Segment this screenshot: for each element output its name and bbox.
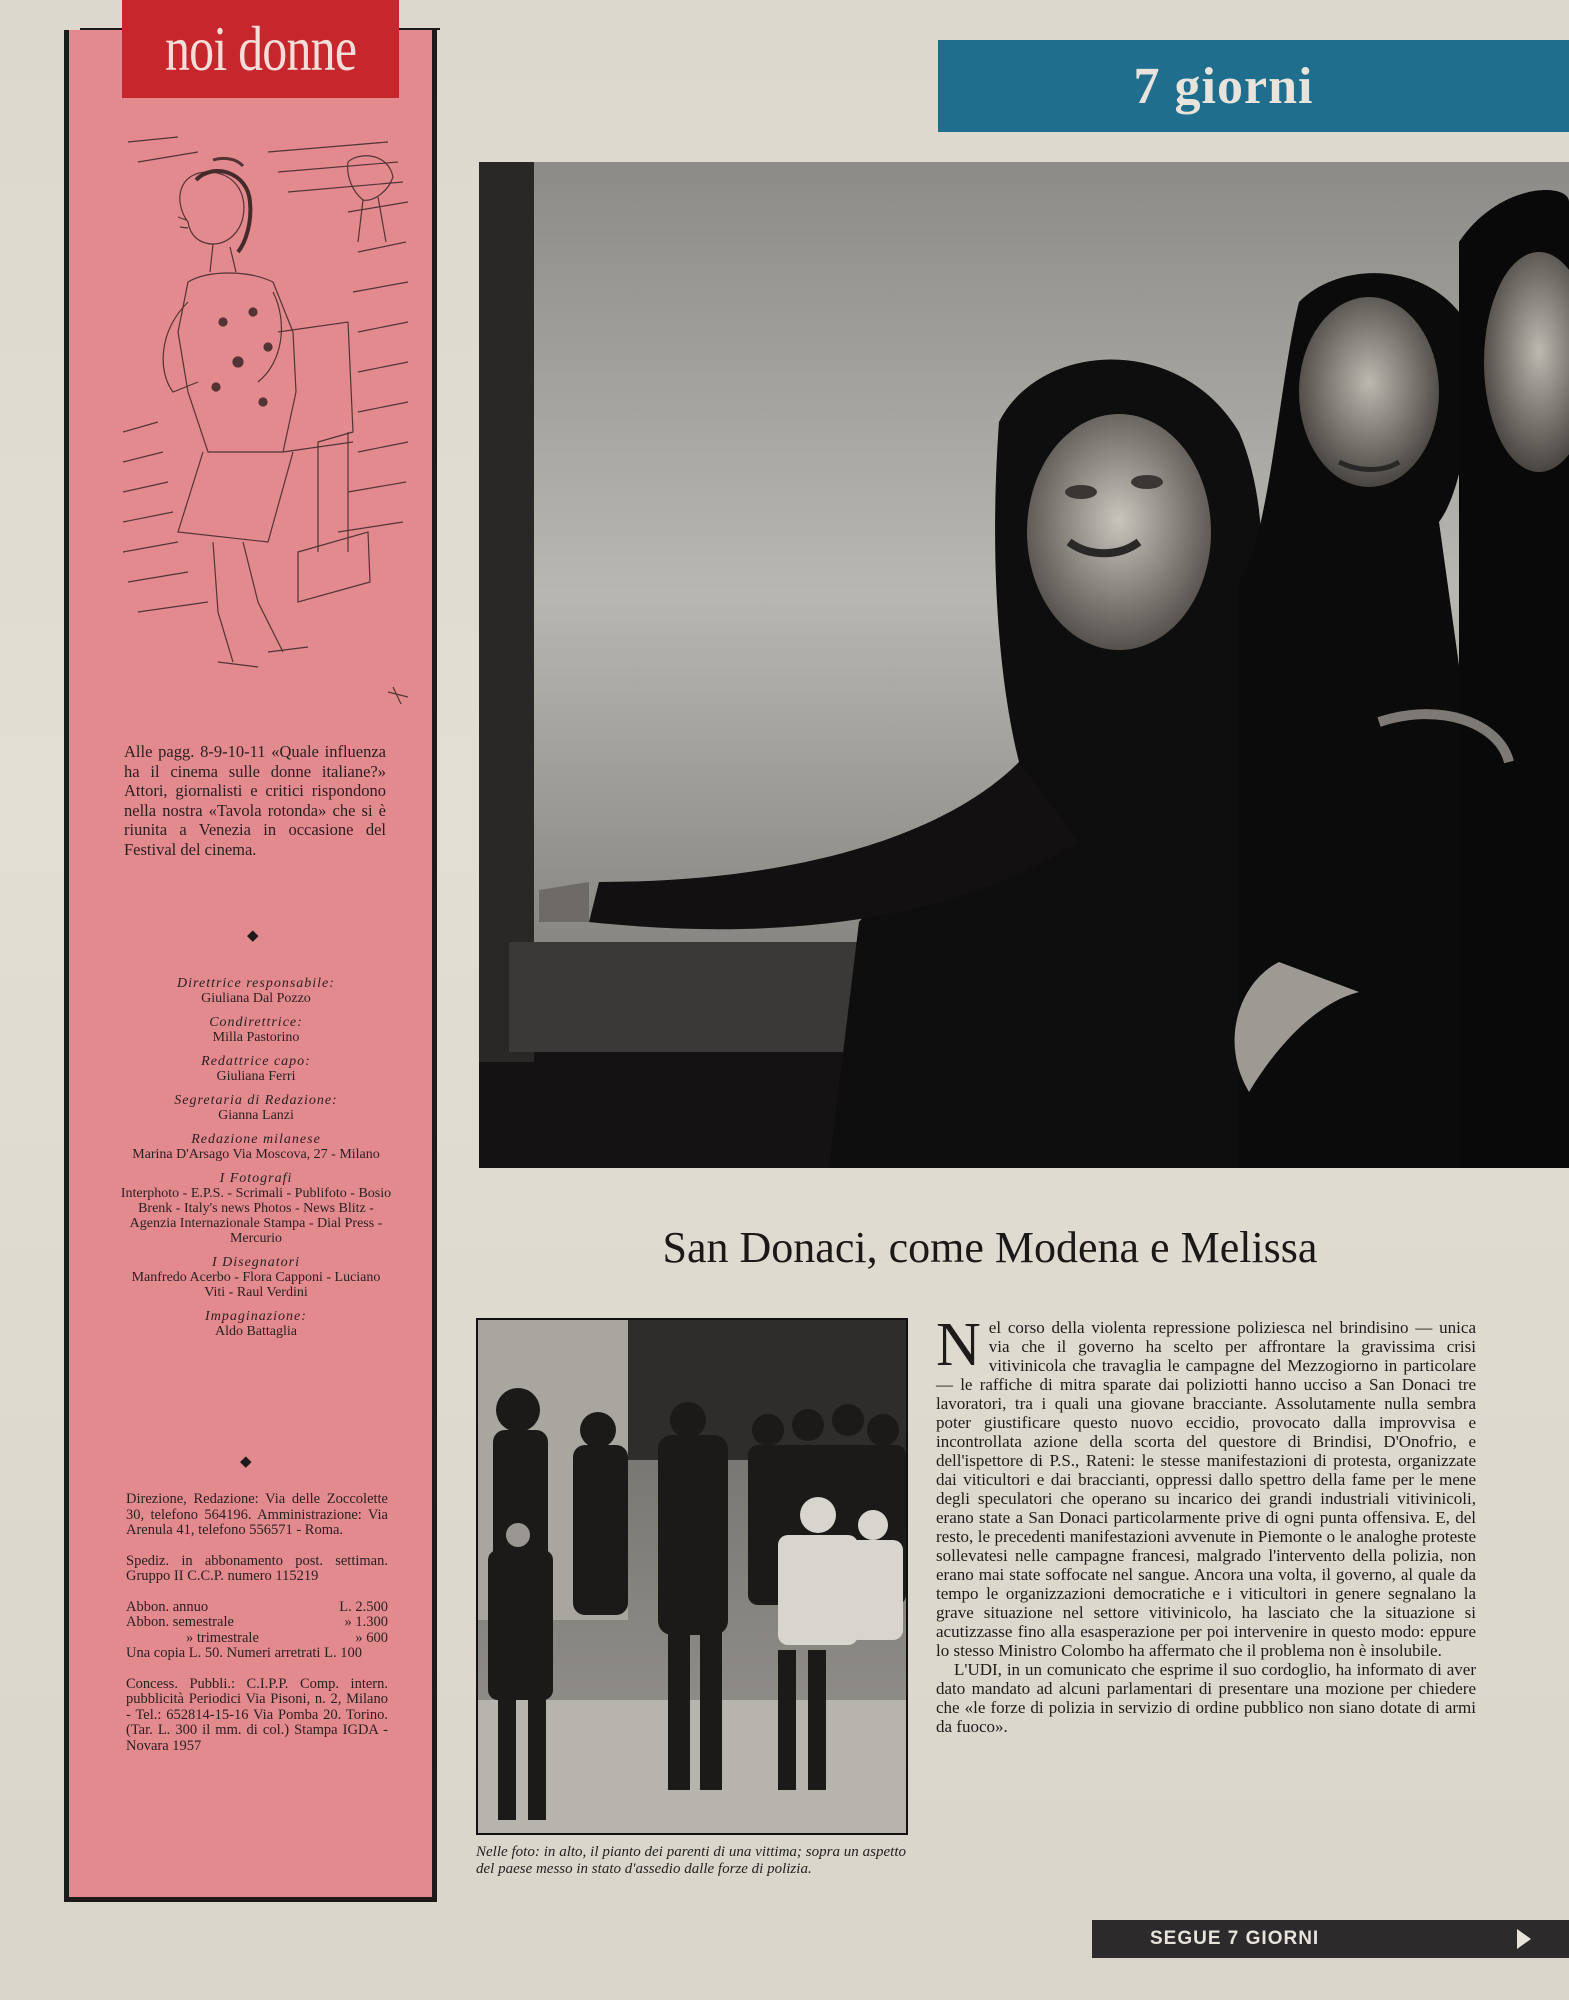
credit-role: I Disegnatori <box>211 1255 301 1270</box>
masthead-logo <box>122 0 399 98</box>
section-title: 7 giorni <box>1133 57 1314 115</box>
credit-block <box>120 1015 392 1045</box>
secondary-photo-police <box>476 1318 908 1835</box>
credit-names: Giuliana Dal Pozzo <box>201 991 311 1006</box>
article-body <box>936 1311 1476 1736</box>
price-label: Abbon. annuo <box>126 1598 209 1615</box>
section-banner <box>938 40 1569 132</box>
credit-names: Interphoto - E.P.S. - Scrimali - Publifoto - Bosio Brenk - Italy's news Photos - News Blitz - Agenzia Internazionale Stampa - Dial Press - Mercurio <box>120 1186 392 1246</box>
credit-block <box>120 1132 392 1162</box>
price-list <box>126 1600 388 1662</box>
credit-names: Manfredo Acerbo - Flora Capponi - Luciano Viti - Raul Verdini <box>131 1270 381 1300</box>
paragraph-text: el corso della violenta repressione poliziesca nel brindisino — unica via che il governo ha scelto per affrontare la gravissima crisi vitivinicola che travaglia le campagne del Mezzogiorno in particolare — le raffiche di mitra sparate dai poliziotti hanno ucciso a San Donaci tre lavoratori, tra i quali una giovane bracciante. Assolutamente nulla sembra poter giustificare questo nuovo eccidio, provocato dalla improvvisa e incontrollata azione della scorta del questore di Brindisi, D'Onofrio, e dell'ispettore di P.S., Rateni: le stesse manifestazioni di protesta, organizzate dai viticultori e dai braccianti, oppressi dallo spettro della fame per le mene degli speculatori che operano su incarico dei grandi industriali vitivinicoli, erano state a San Donaci particolarmente prive di ogni punta offensiva. E, del resto, le precedenti manifestazioni avvenute in Piemonte o le analoghe proteste sollevatesi nelle campagne francesi, malgrado l'intervento della polizia, non erano mai state soffocate nel sangue. Ancora una volta, il governo, al quale da tempo le organizzazioni democratiche e i viticultori in genere segnalano la grave situazione nel settore vitivinicolo, ha lasciato che la situazione si acutizzasse fino alla esasperazione per poi intervenire in questo modo: eppure lo stesso Ministro Colombo ha affermato che il problema non è insolubile. <box>936 1318 1476 1660</box>
price-label: » trimestrale <box>186 1629 259 1646</box>
credit-names: Aldo Battaglia <box>214 1324 298 1339</box>
credit-role: Direttrice responsabile: <box>177 976 335 991</box>
masthead-title: noi donne <box>164 13 357 84</box>
credit-block <box>120 1093 392 1123</box>
advertising-text: Concess. Pubbli.: C.I.P.P. Comp. intern. pubblicità Periodici Via Pisoni, n. 2, Milano - Tel.: 652814-15-16 Via Pomba 20. Torino. (Tar. L. 300 il mm. di col.) Stampa IGDA - Novara 1957 <box>126 1675 388 1754</box>
price-row <box>126 1600 388 1616</box>
price-label: Abbon. semestrale <box>126 1614 234 1630</box>
continue-banner[interactable] <box>1092 1920 1569 1958</box>
sidebar-intro-text: Alle pagg. 8-9-10-11 «Quale influenza ha il cinema sulle donne italiane?» Attori, giornalisti e critici rispondono nella nostra «Tavola rotonda» che si è riunita a Venezia in occasione del Festival del cinema. <box>124 742 386 859</box>
shipping-text: Spediz. in abbonamento post. settiman. Gruppo II C.C.P. numero 115219 <box>126 1552 388 1584</box>
woman-sketch-illustration <box>118 132 410 717</box>
price-value: » 1.300 <box>344 1614 388 1630</box>
credit-block <box>120 1309 392 1339</box>
credit-names: Milla Pastorino <box>212 1030 300 1045</box>
article-headline: San Donaci, come Modena e Melissa <box>662 1223 1318 1272</box>
credit-block <box>120 976 392 1006</box>
publisher-info <box>126 1492 388 1769</box>
credit-role: Segretaria di Redazione: <box>174 1093 338 1108</box>
credit-role: Condirettrice: <box>209 1015 303 1030</box>
credit-role: Redazione milanese <box>191 1132 321 1147</box>
credit-block <box>120 1255 392 1300</box>
price-row <box>126 1615 388 1631</box>
credit-block <box>120 1171 392 1246</box>
article-paragraph <box>936 1311 1476 1660</box>
price-row <box>126 1631 388 1647</box>
arrow-right-icon <box>1517 1929 1531 1949</box>
separator-diamond: ◆ <box>240 1454 252 1470</box>
credit-role: Impaginazione: <box>205 1309 307 1324</box>
credit-names: Marina D'Arsago Via Moscova, 27 - Milano <box>132 1147 380 1162</box>
single-copy-text: Una copia L. 50. Numeri arretrati L. 100 <box>126 1645 362 1661</box>
credit-role: Redattrice capo: <box>201 1054 311 1069</box>
address-text: Direzione, Redazione: Via delle Zoccolette 30, telefono 564196. Amministrazione: Via Arenula 41, telefono 556571 - Roma. <box>126 1491 388 1538</box>
price-value: L. 2.500 <box>339 1598 388 1615</box>
article-paragraph: L'UDI, in un comunicato che esprime il suo cordoglio, ha informato di aver dato mandato ad alcuni parlamentari di presentare una mozione per chiedere che «le forze di polizia in servizio di ordine pubblico non siano dotate di armi da fuoco». <box>936 1660 1476 1736</box>
continue-label: SEGUE 7 GIORNI <box>1150 1928 1320 1949</box>
credit-role: I Fotografi <box>219 1171 293 1186</box>
price-value: » 600 <box>355 1629 388 1646</box>
credits-list <box>120 976 392 1348</box>
credit-names: Giuliana Ferri <box>216 1069 296 1084</box>
credit-block <box>120 1054 392 1084</box>
drop-cap: N <box>936 1311 981 1379</box>
photo-caption: Nelle foto: in alto, il pianto dei parenti di una vittima; sopra un aspetto del paese messo in stato d'assedio dalle forze di polizia. <box>476 1844 906 1877</box>
main-photo-mourners <box>479 162 1569 1168</box>
credit-names: Gianna Lanzi <box>218 1108 294 1123</box>
separator-diamond: ◆ <box>247 928 259 944</box>
